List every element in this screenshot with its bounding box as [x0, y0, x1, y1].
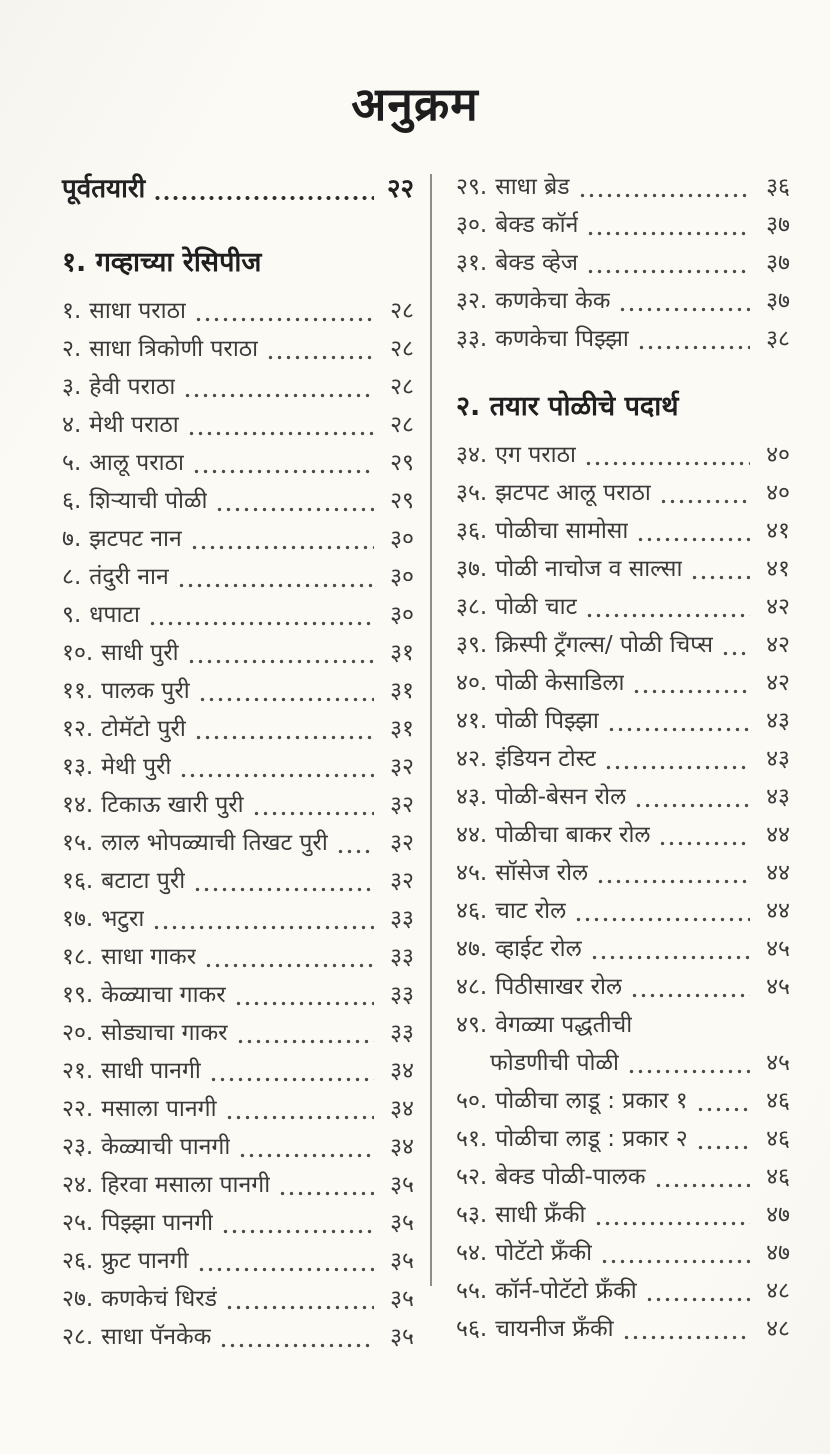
entry-page: ४८: [766, 1278, 790, 1304]
entry-page: ३५: [390, 1324, 414, 1350]
toc-entry: [62, 558, 414, 596]
toc-entry: [62, 710, 414, 748]
entry-page: ३२: [390, 754, 414, 780]
toc-entry: [456, 664, 790, 702]
toc-entry: [456, 550, 790, 588]
entry-page: ३०: [390, 526, 414, 552]
entry-title: पिझ्झा पानगी: [101, 1210, 214, 1236]
entry-title: टिकाऊ खारी पुरी: [101, 792, 244, 818]
entry-number: ४४.: [456, 822, 488, 848]
toc-entry: [62, 292, 414, 330]
entry-page: ३१: [390, 716, 414, 742]
entry-page: ३८: [766, 326, 790, 352]
dot-leader: [632, 664, 750, 702]
entry-page: ४४: [766, 898, 790, 924]
entry-title: आलू पराठा: [89, 450, 184, 476]
entry-title: साधा त्रिकोणी पराठा: [89, 336, 259, 362]
dot-leader: [721, 626, 750, 664]
toc-entry: [456, 1272, 790, 1310]
entry-page: २८: [390, 412, 414, 438]
entry-number: ३३.: [456, 326, 488, 352]
entry-page: ३५: [390, 1172, 414, 1198]
entry-title: कणकेचा केक: [495, 288, 611, 314]
entry-number: ४६.: [456, 898, 488, 924]
entry-number: ४५.: [456, 860, 488, 886]
dot-leader: [594, 1196, 750, 1234]
toc-entry: [456, 1120, 790, 1158]
toc-entry: [456, 968, 790, 1006]
entry-number: ३५.: [456, 480, 488, 506]
dot-leader: [630, 968, 750, 1006]
toc-entry: [62, 938, 414, 976]
entry-title-continued: फोडणीची पोळी: [490, 1050, 619, 1076]
entry-number: ५६.: [456, 1316, 488, 1342]
entry-number: ४१.: [456, 708, 488, 734]
toc-entry: [62, 368, 414, 406]
entry-page: ३१: [390, 678, 414, 704]
toc-entry: [62, 748, 414, 786]
dot-leader: [187, 406, 374, 444]
toc-columns: [62, 168, 790, 1356]
toc-entry: [62, 330, 414, 368]
dot-leader: [252, 786, 374, 824]
entry-number: ४२.: [456, 746, 488, 772]
dot-leader: [225, 1090, 374, 1128]
entry-title: पोळीचा लाडू : प्रकार २: [495, 1126, 688, 1152]
entry-number: ५५.: [456, 1278, 488, 1304]
toc-entry: [456, 1234, 790, 1272]
dot-leader: [177, 558, 374, 596]
entry-page: ४०: [766, 480, 790, 506]
entry-page: ३३: [390, 906, 414, 932]
toc-entry: [62, 444, 414, 482]
entry-page: ४५: [766, 974, 790, 1000]
entry-page: २९: [390, 488, 414, 514]
toc-entry: [456, 1158, 790, 1196]
page-title: अनुक्रम: [351, 77, 479, 131]
entry-page: ३०: [390, 564, 414, 590]
entry-page: ४६: [766, 1088, 790, 1114]
entry-title: पोळीचा सामोसा: [495, 518, 629, 544]
dot-leader: [618, 282, 750, 320]
toc-entry: [62, 1318, 414, 1356]
entry-number: ५३.: [456, 1202, 488, 1228]
entry-page: ३६: [766, 174, 790, 200]
dot-leader: [238, 1128, 374, 1166]
toc-entry: [456, 816, 790, 854]
entry-page: ४२: [766, 632, 790, 658]
dot-leader: [696, 1120, 750, 1158]
dot-leader: [586, 244, 750, 282]
entry-number: ५२.: [456, 1164, 488, 1190]
entry-title: क्रिस्पी ट्रँगल्स/ पोळी चिप्स: [495, 632, 714, 658]
entry-title: पोळीचा लाडू : प्रकार १: [495, 1088, 688, 1114]
toc-entry: [62, 482, 414, 520]
entry-title: टोमॅटो पुरी: [101, 716, 186, 742]
entry-line-2: [456, 1044, 790, 1082]
toc-entry: [456, 854, 790, 892]
entry-title: झटपट आलू पराठा: [495, 480, 651, 506]
entry-number: ३१.: [456, 250, 488, 276]
entry-title: सोड्याचा गाकर: [101, 1020, 228, 1046]
section-heading-1: १. गव्हाच्या रेसिपीज: [62, 247, 262, 278]
entry-page: २८: [390, 374, 414, 400]
toc-entry: [62, 1090, 414, 1128]
toc-entry: [62, 1166, 414, 1204]
entry-number: २३.: [62, 1134, 94, 1160]
toc-entry: [62, 596, 414, 634]
entry-page: ३४: [390, 1096, 414, 1122]
entry-page: ४२: [766, 594, 790, 620]
toc-entry: [456, 702, 790, 740]
dot-leader: [584, 436, 750, 474]
dot-leader: [187, 634, 374, 672]
entry-number: १६.: [62, 868, 94, 894]
dot-leader: [194, 710, 374, 748]
dot-leader: [204, 938, 374, 976]
toc-entry: [456, 168, 790, 206]
entry-title: पोळी चाट: [495, 594, 578, 620]
toc-list-left: [62, 292, 414, 1356]
entry-page: ४४: [766, 860, 790, 886]
entry-title: पोटॅटो फ्रँकी: [495, 1240, 593, 1266]
entry-number: १९.: [62, 982, 94, 1008]
entry-page: ४७: [766, 1240, 790, 1266]
entry-title: कॉर्न-पोटॅटो फ्रँकी: [495, 1278, 637, 1304]
toc-entry: [62, 1280, 414, 1318]
entry-title: तंदुरी नान: [89, 564, 169, 590]
entry-page: ४३: [766, 746, 790, 772]
toc-entry: [456, 1310, 790, 1348]
entry-number: ५०.: [456, 1088, 488, 1114]
toc-entry: [62, 1014, 414, 1052]
entry-number: ४७.: [456, 936, 488, 962]
dot-leader: [192, 444, 374, 482]
toc-entry: [62, 520, 414, 558]
right-column: [432, 168, 790, 1356]
entry-number: ३२.: [456, 288, 488, 314]
dot-leader: [590, 930, 750, 968]
pre-entry: [62, 168, 414, 210]
dot-leader: [152, 900, 374, 938]
entry-page: ४५: [766, 936, 790, 962]
entry-title: बेक्ड पोळी-पालक: [495, 1164, 646, 1190]
entry-title: मसाला पानगी: [101, 1096, 217, 1122]
entry-page: ३७: [766, 288, 790, 314]
entry-title: हिरवा मसाला पानगी: [101, 1172, 271, 1198]
entry-page: ३५: [390, 1286, 414, 1312]
dot-leader: [153, 168, 374, 210]
entry-number: १४.: [62, 792, 94, 818]
entry-page: ३४: [390, 1134, 414, 1160]
entry-number: २०.: [62, 1020, 94, 1046]
toc-entry: [62, 634, 414, 672]
toc-entry: [62, 1204, 414, 1242]
entry-number: २५.: [62, 1210, 94, 1236]
toc-entry: [62, 900, 414, 938]
entry-number: १३.: [62, 754, 94, 780]
entry-number: ३.: [62, 374, 82, 400]
dot-leader: [215, 482, 374, 520]
toc-entry: [456, 1196, 790, 1234]
entry-title: बटाटा पुरी: [101, 868, 186, 894]
entry-number: ४९.: [456, 1012, 488, 1038]
entry-title: साधा गाकर: [101, 944, 197, 970]
dot-leader: [586, 206, 750, 244]
toc-entry: [456, 740, 790, 778]
entry-number: ३०.: [456, 212, 488, 238]
entry-page: ४६: [766, 1164, 790, 1190]
dot-leader: [225, 1280, 374, 1318]
left-column: [62, 168, 414, 1356]
entry-title: साधी पुरी: [101, 640, 179, 666]
entry-title: चायनीज फ्रँकी: [495, 1316, 614, 1342]
toc-entry: [456, 206, 790, 244]
entry-title: साधी पानगी: [101, 1058, 201, 1084]
entry-number: ८.: [62, 564, 82, 590]
entry-title: हेवी पराठा: [89, 374, 176, 400]
entry-page: ४३: [766, 784, 790, 810]
entry-title: झटपट नान: [89, 526, 182, 552]
dot-leader: [578, 168, 750, 206]
entry-title: पोळी केसाडिला: [495, 670, 625, 696]
dot-leader: [604, 740, 750, 778]
entry-number: १.: [62, 298, 82, 324]
dot-leader: [696, 1082, 750, 1120]
dot-leader: [607, 702, 750, 740]
toc-entry: [456, 244, 790, 282]
entry-number: ३४.: [456, 442, 488, 468]
entry-number: २९.: [456, 174, 488, 200]
entry-page: ३१: [390, 640, 414, 666]
entry-title: बेक्ड कॉर्न: [495, 212, 579, 238]
entry-number: २४.: [62, 1172, 94, 1198]
entry-number: ११.: [62, 678, 94, 704]
entry-number: ४३.: [456, 784, 488, 810]
dot-leader: [574, 892, 750, 930]
entry-page: ४३: [766, 708, 790, 734]
entry-title: व्हाईट रोल: [495, 936, 582, 962]
entry-page: ३७: [766, 250, 790, 276]
dot-leader: [636, 512, 750, 550]
entry-title: पोळी पिझ्झा: [495, 708, 599, 734]
entry-number: २१.: [62, 1058, 94, 1084]
entry-title: कणकेचं धिरडं: [101, 1286, 217, 1312]
toc-entry: [456, 892, 790, 930]
entry-number: २८.: [62, 1324, 94, 1350]
dot-leader: [193, 862, 374, 900]
entry-title: साधा ब्रेड: [495, 174, 570, 200]
entry-title: साधा पॅनकेक: [101, 1324, 212, 1350]
entry-page: ४४: [766, 822, 790, 848]
entry-page: २८: [390, 298, 414, 324]
toc-entry: [456, 626, 790, 664]
entry-page: ४७: [766, 1202, 790, 1228]
entry-title: चाट रोल: [495, 898, 567, 924]
entry-number: २६.: [62, 1248, 94, 1274]
entry-title: एग पराठा: [495, 442, 576, 468]
entry-number: ४०.: [456, 670, 488, 696]
toc-list-right: [456, 436, 790, 1348]
entry-title: पोळी नाचोज व साल्सा: [495, 556, 683, 582]
toc-entry: [456, 474, 790, 512]
entry-title: वेगळ्या पद्धतीची: [495, 1012, 633, 1038]
dot-leader: [336, 824, 374, 862]
entry-page: ३७: [766, 212, 790, 238]
dot-leader: [690, 550, 750, 588]
entry-title: भटुरा: [101, 906, 145, 932]
entry-title: शिऱ्याची पोळी: [89, 488, 208, 514]
entry-number: ५.: [62, 450, 82, 476]
toc-entry: [62, 786, 414, 824]
entry-title: केळ्याचा गाकर: [101, 982, 226, 1008]
entry-number: ३६.: [456, 518, 488, 544]
entry-number: ५१.: [456, 1126, 488, 1152]
entry-page: ४५: [766, 1050, 790, 1076]
entry-title: पालक पुरी: [101, 678, 190, 704]
dot-leader: [234, 976, 374, 1014]
entry-title: पोळी-बेसन रोल: [495, 784, 627, 810]
dot-leader: [654, 1158, 750, 1196]
toc-entry: [456, 1082, 790, 1120]
toc-entry: [456, 930, 790, 968]
entry-page: २९: [390, 450, 414, 476]
dot-leader: [596, 854, 750, 892]
dot-leader: [266, 330, 374, 368]
entry-title: साधा पराठा: [89, 298, 186, 324]
entry-number: ९.: [62, 602, 82, 628]
dot-leader: [600, 1234, 750, 1272]
entry-number: १५.: [62, 830, 94, 856]
entry-page: ३२: [390, 792, 414, 818]
entry-title: केळ्याची पानगी: [101, 1134, 231, 1160]
entry-number: ३७.: [456, 556, 488, 582]
dot-leader: [645, 1272, 750, 1310]
dot-leader: [622, 1310, 750, 1348]
entry-number: ३८.: [456, 594, 488, 620]
toc-entry: [62, 1242, 414, 1280]
dot-leader: [585, 588, 750, 626]
entry-number: १०.: [62, 640, 94, 666]
entry-number: १८.: [62, 944, 94, 970]
entry-number: ४.: [62, 412, 82, 438]
dot-leader: [219, 1318, 374, 1356]
entry-number: ३९.: [456, 632, 488, 658]
dot-leader: [637, 320, 750, 358]
toc-entry: [456, 1006, 790, 1082]
entry-title: पिठीसाखर रोल: [495, 974, 623, 1000]
toc-entry: [456, 320, 790, 358]
dot-leader: [221, 1204, 374, 1242]
entry-number: ६.: [62, 488, 82, 514]
dot-leader: [659, 474, 750, 512]
entry-title: धपाटा: [89, 602, 140, 628]
toc-entry: [62, 672, 414, 710]
toc-entry: [456, 282, 790, 320]
entry-page: ३३: [390, 1020, 414, 1046]
entry-title: कणकेचा पिझ्झा: [495, 326, 629, 352]
pre-entry-title: पूर्वतयारी: [62, 174, 146, 204]
dot-leader: [278, 1166, 374, 1204]
entry-title: साधी फ्रँकी: [495, 1202, 586, 1228]
entry-page: ३२: [390, 830, 414, 856]
entry-page: ४८: [766, 1316, 790, 1342]
entry-number: ७.: [62, 526, 82, 552]
dot-leader: [634, 778, 750, 816]
entry-page: ३३: [390, 982, 414, 1008]
toc-entry: [62, 1052, 414, 1090]
entry-line-1: [456, 1006, 790, 1044]
entry-page: ३५: [390, 1210, 414, 1236]
dot-leader: [236, 1014, 374, 1052]
entry-number: २.: [62, 336, 82, 362]
toc-list-right-top: [456, 168, 790, 358]
entry-title: सॉसेज रोल: [495, 860, 589, 886]
dot-leader: [179, 748, 374, 786]
entry-number: ५४.: [456, 1240, 488, 1266]
entry-page: ४०: [766, 442, 790, 468]
entry-title: मेथी पराठा: [89, 412, 179, 438]
entry-page: ४६: [766, 1126, 790, 1152]
entry-title: मेथी पुरी: [101, 754, 172, 780]
entry-page: ४१: [766, 556, 790, 582]
entry-title: फ्रुट पानगी: [101, 1248, 189, 1274]
entry-page: २८: [390, 336, 414, 362]
dot-leader: [190, 520, 374, 558]
dot-leader: [148, 596, 374, 634]
entry-title: बेक्ड व्हेज: [495, 250, 578, 276]
entry-page: ४१: [766, 518, 790, 544]
toc-entry: [456, 588, 790, 626]
dot-leader: [209, 1052, 374, 1090]
dot-leader: [198, 672, 374, 710]
entry-title: इंडियन टोस्ट: [495, 746, 597, 772]
entry-title: पोळीचा बाकर रोल: [495, 822, 651, 848]
entry-title: लाल भोपळ्याची तिखट पुरी: [101, 830, 328, 856]
toc-entry: [62, 824, 414, 862]
entry-page: ३५: [390, 1248, 414, 1274]
toc-entry: [62, 976, 414, 1014]
entry-page: ३३: [390, 944, 414, 970]
entry-page: ३४: [390, 1058, 414, 1084]
toc-entry: [62, 862, 414, 900]
dot-leader: [627, 1044, 750, 1082]
section-heading-2: २. तयार पोळीचे पदार्थ: [456, 391, 679, 422]
entry-number: ४८.: [456, 974, 488, 1000]
entry-number: २२.: [62, 1096, 94, 1122]
dot-leader: [194, 292, 374, 330]
entry-page: ४२: [766, 670, 790, 696]
entry-number: २७.: [62, 1286, 94, 1312]
pre-entry-page: २२: [386, 174, 414, 204]
entry-page: ३०: [390, 602, 414, 628]
toc-entry: [62, 1128, 414, 1166]
toc-entry: [456, 512, 790, 550]
toc-entry: [456, 436, 790, 474]
toc-entry: [62, 406, 414, 444]
toc-entry: [456, 778, 790, 816]
dot-leader: [658, 816, 750, 854]
dot-leader: [197, 1242, 374, 1280]
entry-page: ३२: [390, 868, 414, 894]
dot-leader: [183, 368, 374, 406]
entry-number: १२.: [62, 716, 94, 742]
entry-number: १७.: [62, 906, 94, 932]
